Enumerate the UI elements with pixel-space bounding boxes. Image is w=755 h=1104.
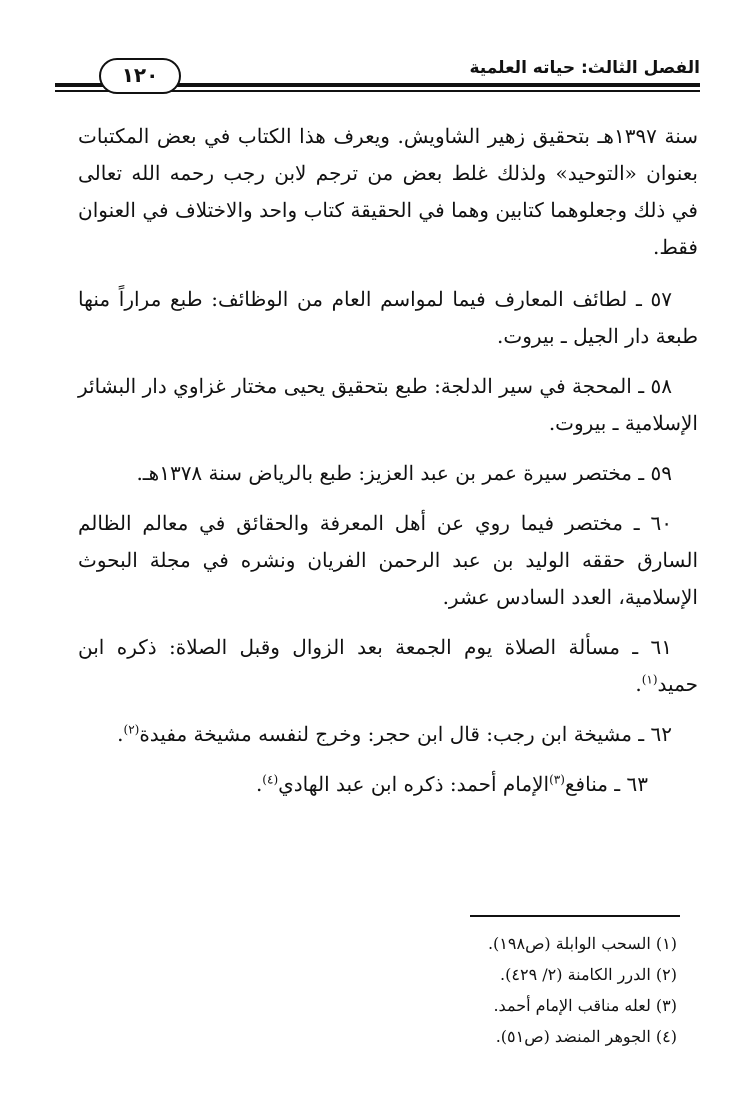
entry-63 xyxy=(78,766,698,803)
footnotes xyxy=(277,928,677,1052)
footnote-ref-3[interactable]: (٣) xyxy=(549,772,565,787)
entry-59: ٥٩ ـ مختصر سيرة عمر بن عبد العزيز: طبع بالرياض سنة ١٣٧٨هـ. xyxy=(136,461,672,485)
entry-57: ٥٧ ـ لطائف المعارف فيما لمواسم العام من الوظائف: طبع مراراً منها طبعة دار الجيل ـ بيروت. xyxy=(78,287,698,348)
footnote-4: (٤) الجوهر المنضد (ص٥١). xyxy=(495,1027,677,1046)
entry-61-end: . xyxy=(635,672,642,696)
page-number: ١٢٠ xyxy=(99,58,181,94)
footnote-1: (١) السحب الوابلة (ص١٩٨). xyxy=(487,934,677,953)
entry-63-text: ٦٣ ـ منافع xyxy=(564,772,648,796)
footnote-ref-4[interactable]: (٤) xyxy=(262,772,279,787)
entry-60: ٦٠ ـ مختصر فيما روي عن أهل المعرفة والحقائق في معالم الظالم السارق حققه الوليد بن عبد الرحمن الفريان ونشره في مجلة البحوث الإسلامية، العدد السادس عشر. xyxy=(78,511,698,609)
entry-61-text: ٦١ ـ مسألة الصلاة يوم الجمعة بعد الزوال وقبل الصلاة: ذكره ابن حميد xyxy=(78,635,698,696)
footnote-3: (٣) لعله مناقب الإمام أحمد. xyxy=(493,996,677,1015)
entry-58: ٥٨ ـ المحجة في سير الدلجة: طبع بتحقيق يحيى مختار غزاوي دار البشائر الإسلامية ـ بيروت. xyxy=(78,374,698,435)
entry-62-end: . xyxy=(117,722,124,746)
page-header xyxy=(55,50,700,110)
entry-61 xyxy=(78,629,698,703)
entry-63-middle: الإمام أحمد: ذكره ابن عبد الهادي xyxy=(278,772,550,796)
entry-63-end: . xyxy=(255,772,263,796)
intro-paragraph: سنة ١٣٩٧هـ بتحقيق زهير الشاويش. ويعرف هذا الكتاب في بعض المكتبات بعنوان «التوحيد» ولذلك غلط بعض من ترجم لابن رجب رحمه الله تعالى في ذلك وجعلوهما كتابين وهما في الحقيقة كتاب واحد والاختلاف في العنوان فقط. xyxy=(78,124,699,259)
page-body xyxy=(78,118,698,816)
entry-62-text: ٦٢ ـ مشيخة ابن رجب: قال ابن حجر: وخرج لنفسه مشيخة مفيدة xyxy=(139,722,672,746)
entry-62 xyxy=(78,716,698,753)
footnote-separator xyxy=(470,915,680,917)
footnote-ref-1[interactable]: (١) xyxy=(641,672,658,687)
footnote-ref-2[interactable]: (٢) xyxy=(123,722,140,737)
footnote-2: (٢) الدرر الكامنة (٢/ ٤٢٩). xyxy=(500,965,677,984)
chapter-title: الفصل الثالث: حياته العلمية xyxy=(469,58,700,78)
